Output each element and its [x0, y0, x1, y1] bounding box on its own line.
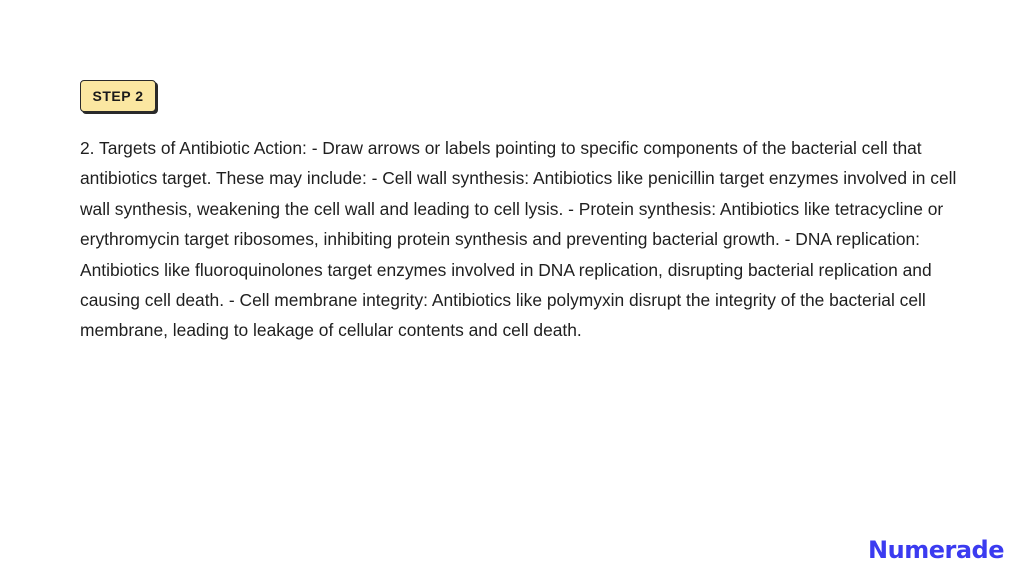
- numerade-logo: Numerade: [868, 536, 1004, 564]
- step-badge: STEP 2: [80, 80, 156, 112]
- step-explanation-text: 2. Targets of Antibiotic Action: - Draw arrows or labels pointing to specific components of the bacterial cell that antibiotics target. These may include: - Cell wall synthesis: Antibiotics like penicillin target enzymes involved in cell wall synthesis, weakening the cell wall and leading to cell lysis. - Protein synthesis: Antibiotics like tetracycline or erythromycin target ribosomes, inhibiting protein synthesis and preventing bacterial growth. - DNA replication: Antibiotics like fluoroquinolones target enzymes involved in DNA replication, disrupting bacterial replication and causing cell death. - Cell membrane integrity: Antibiotics like polymyxin disrupt the integrity of the bacterial cell membrane, leading to leakage of cellular contents and cell death.: [80, 138, 957, 341]
